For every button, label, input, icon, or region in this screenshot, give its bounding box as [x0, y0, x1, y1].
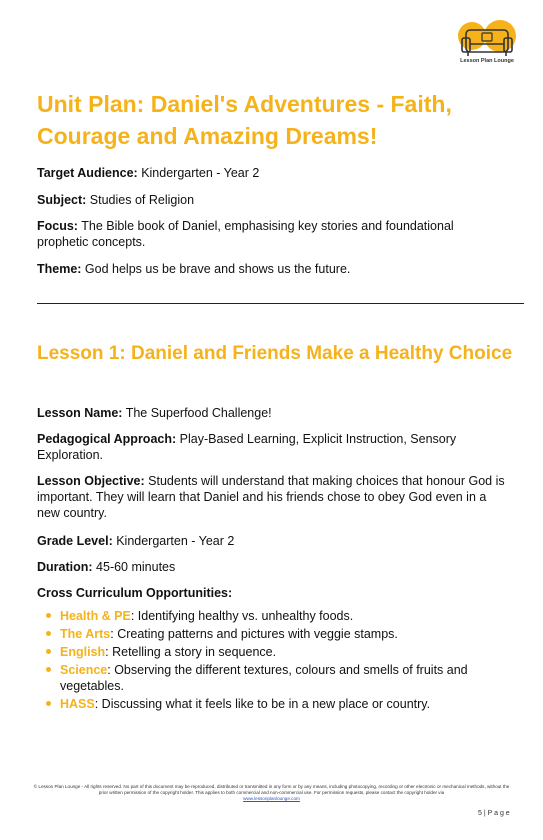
approach-label: Pedagogical Approach:: [37, 432, 177, 446]
list-item: [60, 608, 510, 624]
lesson-name: [37, 405, 507, 421]
cross-curriculum-list: [60, 608, 510, 714]
lesson-name-value: The Superfood Challenge!: [122, 406, 272, 420]
bullet-icon: [46, 667, 51, 672]
list-item: [60, 644, 510, 660]
cross-curriculum-label: Cross Curriculum Opportunities:: [37, 586, 233, 600]
subject-description: : Discussing what it feels like to be in a new place or country.: [94, 697, 431, 711]
focus-value: The Bible book of Daniel, emphasising key stories and foundational prophetic concepts.: [37, 219, 454, 249]
theme-label: Theme:: [37, 262, 82, 276]
page-label: | P a g e: [483, 810, 510, 817]
grade-label: Grade Level:: [37, 534, 113, 548]
subject-name: The Arts: [60, 627, 111, 641]
duration: [37, 559, 507, 575]
grade-level: [37, 533, 507, 549]
subject-name: Health & PE: [60, 609, 131, 623]
theme: [37, 261, 507, 277]
pedagogical-approach: [37, 431, 507, 463]
bullet-icon: [46, 613, 51, 618]
approach-value: Play-Based Learning, Explicit Instruction, Sensory Exploration.: [37, 432, 457, 462]
footer-text: © Lesson Plan Lounge - All rights reserved. No part of this document may be reproduced, distributed or transmitted in any form or by any means, including photocopying, recording or other electronic or mechanical methods, without the prior written permission of the copyright holder. This applies to both commercial and non-commercial use. For permission requests, please contact the copyright holder via: [33, 784, 510, 795]
duration-label: Duration:: [37, 560, 93, 574]
page-number-value: 5: [478, 810, 482, 817]
theme-value: God helps us be brave and shows us the future.: [81, 262, 351, 276]
cross-curriculum-heading: [37, 585, 507, 601]
lesson-title: Lesson 1: Daniel and Friends Make a Healthy Choice: [37, 343, 513, 364]
subject-description: : Observing the different textures, colours and smells of fruits and vegetables.: [60, 663, 468, 693]
bullet-icon: [46, 649, 51, 654]
subject-name: HASS: [60, 697, 95, 711]
bullet-icon: [46, 631, 51, 636]
subject-description: : Creating patterns and pictures with veggie stamps.: [110, 627, 398, 641]
unit-title: Unit Plan: Daniel's Adventures - Faith, Courage and Amazing Dreams!: [37, 91, 452, 149]
subject-description: : Retelling a story in sequence.: [105, 645, 277, 659]
target-audience-value: Kindergarten - Year 2: [137, 166, 260, 180]
target-audience: [37, 165, 507, 181]
page-number: [478, 810, 510, 817]
section-divider: [37, 303, 524, 304]
subject-name: Science: [60, 663, 108, 677]
focus-label: Focus:: [37, 219, 78, 233]
duration-value: 45-60 minutes: [92, 560, 176, 574]
objective-value: Students will understand that making choices that honour God is important. They will learn that Daniel and his friends chose to obey God even in a new country.: [37, 474, 505, 520]
logo-text: Lesson Plan Lounge: [460, 58, 514, 64]
objective-label: Lesson Objective:: [37, 474, 145, 488]
list-item: [60, 662, 510, 694]
subject-label: Subject:: [37, 193, 87, 207]
list-item: [60, 696, 510, 712]
bullet-icon: [46, 701, 51, 706]
subject-value: Studies of Religion: [86, 193, 195, 207]
focus: [37, 218, 507, 250]
footer-link[interactable]: www.lessonplanlounge.com: [243, 796, 300, 801]
lesson-name-label: Lesson Name:: [37, 406, 123, 420]
copyright-footer: [30, 784, 513, 802]
lesson-objective: [37, 473, 507, 521]
subject: [37, 192, 507, 208]
grade-value: Kindergarten - Year 2: [112, 534, 235, 548]
subject-description: : Identifying healthy vs. unhealthy foods.: [130, 609, 354, 623]
subject-name: English: [60, 645, 106, 659]
list-item: [60, 626, 510, 642]
target-audience-label: Target Audience:: [37, 166, 138, 180]
